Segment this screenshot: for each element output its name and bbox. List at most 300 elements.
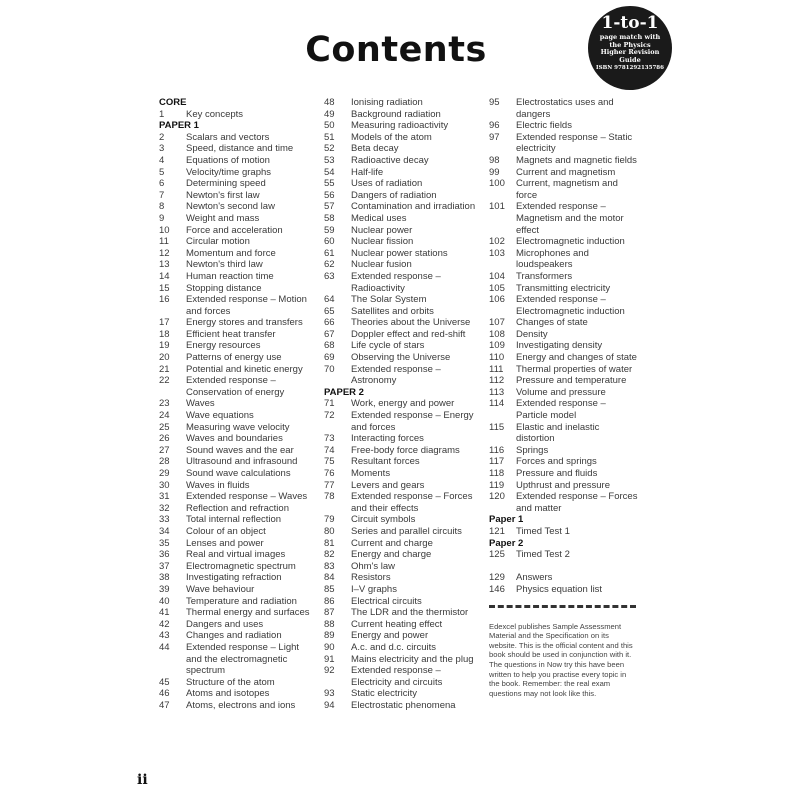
contents-entry[interactable]	[324, 619, 479, 631]
entry-title: Potential and kinetic energy	[186, 363, 303, 375]
entry-title: Colour of an object	[186, 525, 266, 537]
entry-page-number: 4	[159, 154, 165, 166]
entry-title: Efficient heat transfer	[186, 328, 276, 340]
entry-title: Electrical circuits	[351, 595, 422, 607]
contents-entry[interactable]	[324, 143, 479, 155]
entry-title: Measuring radioactivity	[351, 120, 449, 132]
entry-page-number: 54	[324, 166, 335, 178]
contents-entry[interactable]	[159, 271, 314, 283]
entry-title: Forces and springs	[516, 456, 597, 468]
entry-title: Free-body force diagrams	[351, 444, 460, 456]
contents-entry[interactable]	[324, 410, 479, 433]
contents-entry[interactable]	[489, 317, 639, 329]
contents-entry[interactable]	[489, 132, 639, 155]
entry-page-number: 39	[159, 583, 170, 595]
contents-entry[interactable]	[324, 480, 479, 492]
entry-page-number: 89	[324, 630, 335, 642]
entry-page-number: 87	[324, 607, 335, 619]
entry-title: Wave equations	[186, 410, 254, 422]
entry-title: Answers	[516, 572, 553, 584]
contents-entry[interactable]	[324, 433, 479, 445]
contents-entry[interactable]	[489, 468, 639, 480]
contents-entry[interactable]	[489, 97, 639, 120]
contents-entry[interactable]	[489, 526, 639, 538]
entry-page-number: 45	[159, 676, 170, 688]
page-number: ii	[137, 772, 148, 788]
entry-title: Atoms, electrons and ions	[186, 699, 296, 711]
entry-page-number: 119	[489, 479, 505, 491]
contents-entry[interactable]	[159, 398, 314, 410]
contents-entry[interactable]	[324, 132, 479, 144]
entry-page-number: 44	[159, 641, 170, 653]
entry-page-number: 36	[159, 549, 170, 561]
entry-title: Extended response – Energy and forces	[351, 410, 474, 433]
contents-entry[interactable]	[324, 329, 479, 341]
contents-entry[interactable]	[324, 190, 479, 202]
entry-page-number: 96	[489, 120, 500, 132]
entry-page-number: 91	[324, 653, 335, 665]
contents-entry[interactable]	[324, 468, 479, 480]
entry-page-number: 27	[159, 444, 170, 456]
contents-entry[interactable]	[324, 596, 479, 608]
entry-page-number: 10	[159, 224, 170, 236]
entry-title: Transmitting electricity	[516, 282, 611, 294]
entry-title: Reflection and refraction	[186, 502, 289, 514]
contents-entry[interactable]	[159, 178, 314, 190]
entry-title: Changes of state	[516, 317, 588, 329]
contents-entry[interactable]	[159, 630, 314, 642]
contents-entry[interactable]	[324, 398, 479, 410]
entry-page-number: 18	[159, 328, 170, 340]
entry-page-number: 71	[324, 398, 335, 410]
entry-page-number: 95	[489, 97, 500, 108]
contents-entry[interactable]	[324, 340, 479, 352]
contents-entry[interactable]	[324, 97, 479, 109]
entry-page-number: 56	[324, 189, 335, 201]
entry-page-number: 62	[324, 259, 335, 271]
entry-title: Weight and mass	[186, 212, 260, 224]
entry-page-number: 64	[324, 294, 335, 306]
contents-column-3	[489, 97, 639, 698]
entry-title: Background radiation	[351, 108, 441, 120]
entry-title: Extended response – Particle model	[516, 398, 606, 422]
entry-title: Human reaction time	[186, 270, 274, 282]
entry-title: Sound wave calculations	[186, 468, 291, 479]
contents-entry[interactable]	[159, 155, 314, 167]
entry-title: Nuclear power stations	[351, 247, 448, 259]
contents-entry[interactable]	[489, 178, 639, 201]
contents-entry[interactable]	[324, 271, 479, 294]
entry-title: Dangers of radiation	[351, 189, 437, 201]
entry-page-number: 32	[159, 502, 170, 514]
entry-page-number: 94	[324, 699, 335, 711]
entry-title: Extended response – Electricity and circuits	[351, 665, 443, 688]
entry-title: Wave behaviour	[186, 583, 255, 595]
entry-title: Resistors	[351, 572, 391, 584]
contents-entry[interactable]	[159, 514, 314, 526]
contents-entry[interactable]	[324, 538, 479, 550]
entry-title: Electromagnetic spectrum	[186, 560, 296, 572]
entry-page-number: 117	[489, 456, 505, 468]
entry-title: Newton's second law	[186, 201, 275, 213]
entry-page-number: 111	[489, 363, 504, 375]
entry-title: Extended response – Motion and forces	[186, 294, 307, 317]
contents-entry[interactable]	[489, 120, 639, 132]
entry-page-number: 53	[324, 154, 335, 166]
contents-entry[interactable]	[489, 329, 639, 341]
contents-entry[interactable]	[324, 561, 479, 573]
entry-title: Structure of the atom	[186, 676, 275, 688]
entry-page-number: 40	[159, 595, 170, 607]
entry-page-number: 13	[159, 259, 170, 271]
contents-entry[interactable]	[324, 364, 479, 387]
badge-subtitle: page match with the Physics Higher Revision Guide	[599, 33, 661, 64]
entry-title: Electromagnetic induction	[516, 236, 625, 248]
contents-entry[interactable]	[324, 178, 479, 190]
badge-heading: 1-to-1	[601, 13, 659, 33]
contents-entry[interactable]	[324, 120, 479, 132]
entry-title: Circuit symbols	[351, 514, 416, 526]
entry-page-number: 104	[489, 270, 505, 282]
contents-entry[interactable]	[489, 364, 639, 376]
entry-page-number: 29	[159, 468, 170, 479]
contents-entry[interactable]	[489, 271, 639, 283]
entry-title: Dangers and uses	[186, 618, 264, 630]
contents-entry[interactable]	[324, 456, 479, 468]
contents-entry[interactable]	[159, 329, 314, 341]
entry-title: Energy and power	[351, 630, 429, 642]
contents-entry[interactable]	[324, 201, 479, 213]
entry-title: Ultrasound and infrasound	[186, 456, 298, 468]
entry-page-number: 57	[324, 201, 335, 213]
entry-title: Work, energy and power	[351, 398, 455, 410]
contents-entry[interactable]	[489, 201, 639, 236]
entry-title: Interacting forces	[351, 433, 424, 445]
entry-page-number: 98	[489, 154, 500, 166]
dashed-divider	[489, 605, 636, 608]
contents-entry[interactable]	[324, 642, 479, 654]
entry-title: Energy and charge	[351, 549, 432, 561]
entry-title: Determining speed	[186, 178, 266, 190]
contents-entry[interactable]	[324, 514, 479, 526]
contents-entry[interactable]	[159, 248, 314, 260]
contents-entry[interactable]	[489, 445, 639, 457]
entry-page-number: 112	[489, 375, 505, 387]
entry-title: Patterns of energy use	[186, 352, 282, 364]
entry-page-number: 25	[159, 421, 170, 433]
contents-entry[interactable]	[324, 236, 479, 248]
contents-entry[interactable]	[159, 538, 314, 550]
entry-title: Equations of motion	[186, 154, 270, 166]
entry-page-number: 55	[324, 178, 335, 190]
contents-entry[interactable]	[324, 248, 479, 260]
contents-entry[interactable]	[489, 422, 639, 445]
entry-title: Pressure and temperature	[516, 375, 627, 387]
contents-entry[interactable]	[159, 375, 314, 398]
contents-entry[interactable]	[324, 630, 479, 642]
contents-entry[interactable]	[324, 213, 479, 225]
entry-page-number: 17	[159, 317, 170, 329]
contents-entry[interactable]	[324, 225, 479, 237]
contents-entry[interactable]	[159, 190, 314, 202]
contents-entry[interactable]	[159, 340, 314, 352]
entry-title: Elastic and inelastic distortion	[516, 421, 600, 445]
contents-entry[interactable]	[324, 306, 479, 318]
contents-entry[interactable]	[159, 700, 314, 712]
entry-title: Volume and pressure	[516, 386, 606, 398]
entry-page-number: 31	[159, 491, 170, 503]
entry-title: Scalars and vectors	[186, 131, 270, 143]
entry-title: Current, magnetism and force	[516, 178, 618, 201]
entry-page-number: 105	[489, 282, 505, 294]
entry-title: Nuclear power	[351, 224, 413, 236]
entry-page-number: 12	[159, 247, 170, 259]
contents-entry[interactable]	[324, 491, 479, 514]
entry-title: Investigating density	[516, 340, 603, 352]
contents-entry[interactable]	[159, 468, 314, 480]
entry-title: Extended response – Radioactivity	[351, 270, 441, 294]
contents-entry[interactable]	[159, 688, 314, 700]
contents-entry[interactable]	[159, 410, 314, 422]
contents-entry[interactable]	[324, 572, 479, 584]
entry-title: Sound waves and the ear	[186, 444, 294, 456]
contents-entry[interactable]	[159, 294, 314, 317]
entry-title: Physics equation list	[516, 583, 603, 595]
contents-entry[interactable]	[159, 352, 314, 364]
entry-title: Resultant forces	[351, 456, 420, 468]
contents-entry[interactable]	[489, 248, 639, 271]
entry-title: Beta decay	[351, 143, 399, 155]
contents-entry[interactable]	[159, 526, 314, 538]
entry-title: Density	[516, 328, 548, 340]
entry-title: Moments	[351, 468, 391, 479]
entry-title: Magnets and magnetic fields	[516, 154, 637, 166]
contents-entry[interactable]	[489, 167, 639, 179]
contents-entry[interactable]	[324, 526, 479, 538]
entry-page-number: 1	[159, 108, 165, 120]
contents-entry[interactable]	[159, 109, 314, 121]
entry-title: Newton's first law	[186, 189, 260, 201]
contents-entry[interactable]	[159, 236, 314, 248]
entry-page-number: 99	[489, 166, 500, 178]
entry-page-number: 83	[324, 560, 335, 572]
entry-page-number: 69	[324, 352, 335, 364]
entry-title: Newton's third law	[186, 259, 263, 271]
entry-page-number: 77	[324, 479, 335, 491]
contents-entry[interactable]	[489, 155, 639, 167]
contents-entry[interactable]	[159, 619, 314, 631]
contents-entry[interactable]	[324, 167, 479, 179]
contents-entry[interactable]	[489, 352, 639, 364]
entry-title: Atoms and isotopes	[186, 688, 270, 700]
contents-entry[interactable]	[324, 352, 479, 364]
section-heading: PAPER 2	[324, 386, 364, 398]
entry-page-number: 146	[489, 583, 505, 595]
contents-entry[interactable]	[159, 225, 314, 237]
entry-title: Electric fields	[516, 120, 572, 132]
contents-entry[interactable]	[159, 422, 314, 434]
entry-title: A.c. and d.c. circuits	[351, 641, 437, 653]
contents-entry[interactable]	[324, 294, 479, 306]
contents-list	[489, 97, 639, 596]
badge-isbn: ISBN 9781292135786	[596, 65, 664, 71]
entry-title: Extended response – Forces and their effects	[351, 491, 473, 514]
entry-title: Springs	[516, 444, 549, 456]
entry-page-number: 41	[159, 607, 170, 619]
contents-entry[interactable]	[159, 259, 314, 271]
contents-entry[interactable]	[159, 491, 314, 503]
contents-entry[interactable]	[489, 387, 639, 399]
contents-entry[interactable]	[489, 480, 639, 492]
entry-page-number: 8	[159, 201, 165, 213]
entry-title: Transformers	[516, 270, 573, 282]
entry-title: Timed Test 2	[516, 549, 570, 561]
entry-title: Current and charge	[351, 537, 433, 549]
entry-title: Momentum and force	[186, 247, 276, 259]
contents-entry[interactable]	[159, 132, 314, 144]
contents-entry[interactable]	[324, 584, 479, 596]
contents-entry[interactable]	[159, 642, 314, 677]
entry-title: Medical uses	[351, 212, 407, 224]
contents-entry[interactable]	[489, 549, 639, 561]
contents-entry[interactable]	[159, 549, 314, 561]
contents-entry[interactable]	[489, 572, 639, 584]
entry-title: Radioactive decay	[351, 154, 429, 166]
entry-title: Static electricity	[351, 688, 417, 700]
contents-entry[interactable]	[159, 167, 314, 179]
contents-entry[interactable]	[324, 155, 479, 167]
entry-page-number: 86	[324, 595, 335, 607]
entry-page-number: 63	[324, 270, 335, 282]
entry-page-number: 65	[324, 305, 335, 317]
entry-page-number: 46	[159, 688, 170, 700]
entry-title: Extended response – Forces and matter	[516, 491, 638, 514]
entry-page-number: 5	[159, 166, 165, 178]
entry-page-number: 80	[324, 525, 335, 537]
entry-title: Theories about the Universe	[351, 317, 471, 329]
contents-entry[interactable]	[324, 317, 479, 329]
entry-title: I–V graphs	[351, 583, 397, 595]
contents-entry[interactable]	[324, 607, 479, 619]
entry-page-number: 88	[324, 618, 335, 630]
entry-title: Upthrust and pressure	[516, 479, 610, 491]
contents-entry[interactable]	[489, 398, 639, 421]
contents-entry[interactable]	[489, 283, 639, 295]
section-heading: CORE	[159, 97, 187, 108]
contents-entry[interactable]	[324, 654, 479, 666]
entry-page-number: 6	[159, 178, 165, 190]
contents-entry[interactable]	[159, 201, 314, 213]
contents-entry[interactable]	[159, 596, 314, 608]
contents-column-2	[324, 97, 479, 711]
entry-page-number: 42	[159, 618, 170, 630]
contents-entry[interactable]	[159, 584, 314, 596]
entry-page-number: 16	[159, 294, 170, 306]
entry-title: Uses of radiation	[351, 178, 423, 190]
contents-entry[interactable]	[159, 456, 314, 468]
entry-page-number: 84	[324, 572, 335, 584]
contents-entry[interactable]	[159, 561, 314, 573]
revision-guide-badge	[588, 6, 672, 90]
contents-entry[interactable]	[324, 700, 479, 712]
entry-title: Thermal properties of water	[516, 363, 633, 375]
entry-title: Measuring wave velocity	[186, 421, 290, 433]
entry-page-number: 93	[324, 688, 335, 700]
entry-title: Waves	[186, 398, 215, 410]
entry-title: Half-life	[351, 166, 384, 178]
contents-entry[interactable]	[159, 480, 314, 492]
entry-page-number: 100	[489, 178, 505, 190]
contents-entry[interactable]	[324, 549, 479, 561]
entry-title: Extended response – Waves	[186, 491, 308, 503]
contents-entry[interactable]	[159, 143, 314, 155]
entry-page-number: 50	[324, 120, 335, 132]
entry-page-number: 22	[159, 375, 170, 387]
contents-entry[interactable]	[489, 294, 639, 317]
entry-title: Extended response – Static electricity	[516, 131, 633, 155]
entry-page-number: 14	[159, 270, 170, 282]
contents-entry[interactable]	[159, 607, 314, 619]
entry-page-number: 48	[324, 97, 335, 108]
contents-entry[interactable]	[159, 213, 314, 225]
contents-entry[interactable]	[489, 236, 639, 248]
entry-page-number: 38	[159, 572, 170, 584]
contents-entry[interactable]	[324, 688, 479, 700]
contents-entry[interactable]	[159, 317, 314, 329]
contents-entry[interactable]	[324, 445, 479, 457]
entry-page-number: 90	[324, 641, 335, 653]
entry-title: Models of the atom	[351, 131, 432, 143]
entry-title: Lenses and power	[186, 537, 264, 549]
entry-title: Nuclear fusion	[351, 259, 412, 271]
contents-entry[interactable]	[159, 445, 314, 457]
contents-entry[interactable]	[324, 665, 479, 688]
contents-entry[interactable]	[324, 259, 479, 271]
contents-entry[interactable]	[159, 433, 314, 445]
entry-title: Extended response – Electromagnetic induction	[516, 294, 625, 317]
entry-page-number: 11	[159, 236, 169, 248]
contents-entry[interactable]	[324, 109, 479, 121]
contents-entry[interactable]	[489, 375, 639, 387]
entry-page-number: 85	[324, 583, 335, 595]
entry-title: Energy stores and transfers	[186, 317, 303, 329]
entry-title: Series and parallel circuits	[351, 525, 462, 537]
entry-page-number: 81	[324, 537, 335, 549]
contents-entry[interactable]	[489, 584, 639, 596]
contents-entry[interactable]	[159, 677, 314, 689]
entry-page-number: 97	[489, 131, 500, 143]
entry-page-number: 75	[324, 456, 335, 468]
contents-entry[interactable]	[489, 491, 639, 514]
section-heading: PAPER 1	[159, 120, 199, 132]
entry-page-number: 82	[324, 549, 335, 561]
contents-entry[interactable]	[159, 364, 314, 376]
entry-page-number: 19	[159, 340, 170, 352]
entry-page-number: 58	[324, 212, 335, 224]
entry-page-number: 23	[159, 398, 170, 410]
contents-entry[interactable]	[489, 340, 639, 352]
contents-entry[interactable]	[159, 283, 314, 295]
entry-page-number: 15	[159, 282, 170, 294]
contents-entry[interactable]	[159, 572, 314, 584]
contents-entry[interactable]	[159, 503, 314, 515]
entry-title: Extended response – Conservation of energy	[186, 375, 285, 398]
entry-title: Mains electricity and the plug	[351, 653, 474, 665]
entry-title: The Solar System	[351, 294, 427, 306]
entry-page-number: 68	[324, 340, 335, 352]
contents-entry[interactable]	[489, 456, 639, 468]
entry-page-number: 52	[324, 143, 335, 155]
